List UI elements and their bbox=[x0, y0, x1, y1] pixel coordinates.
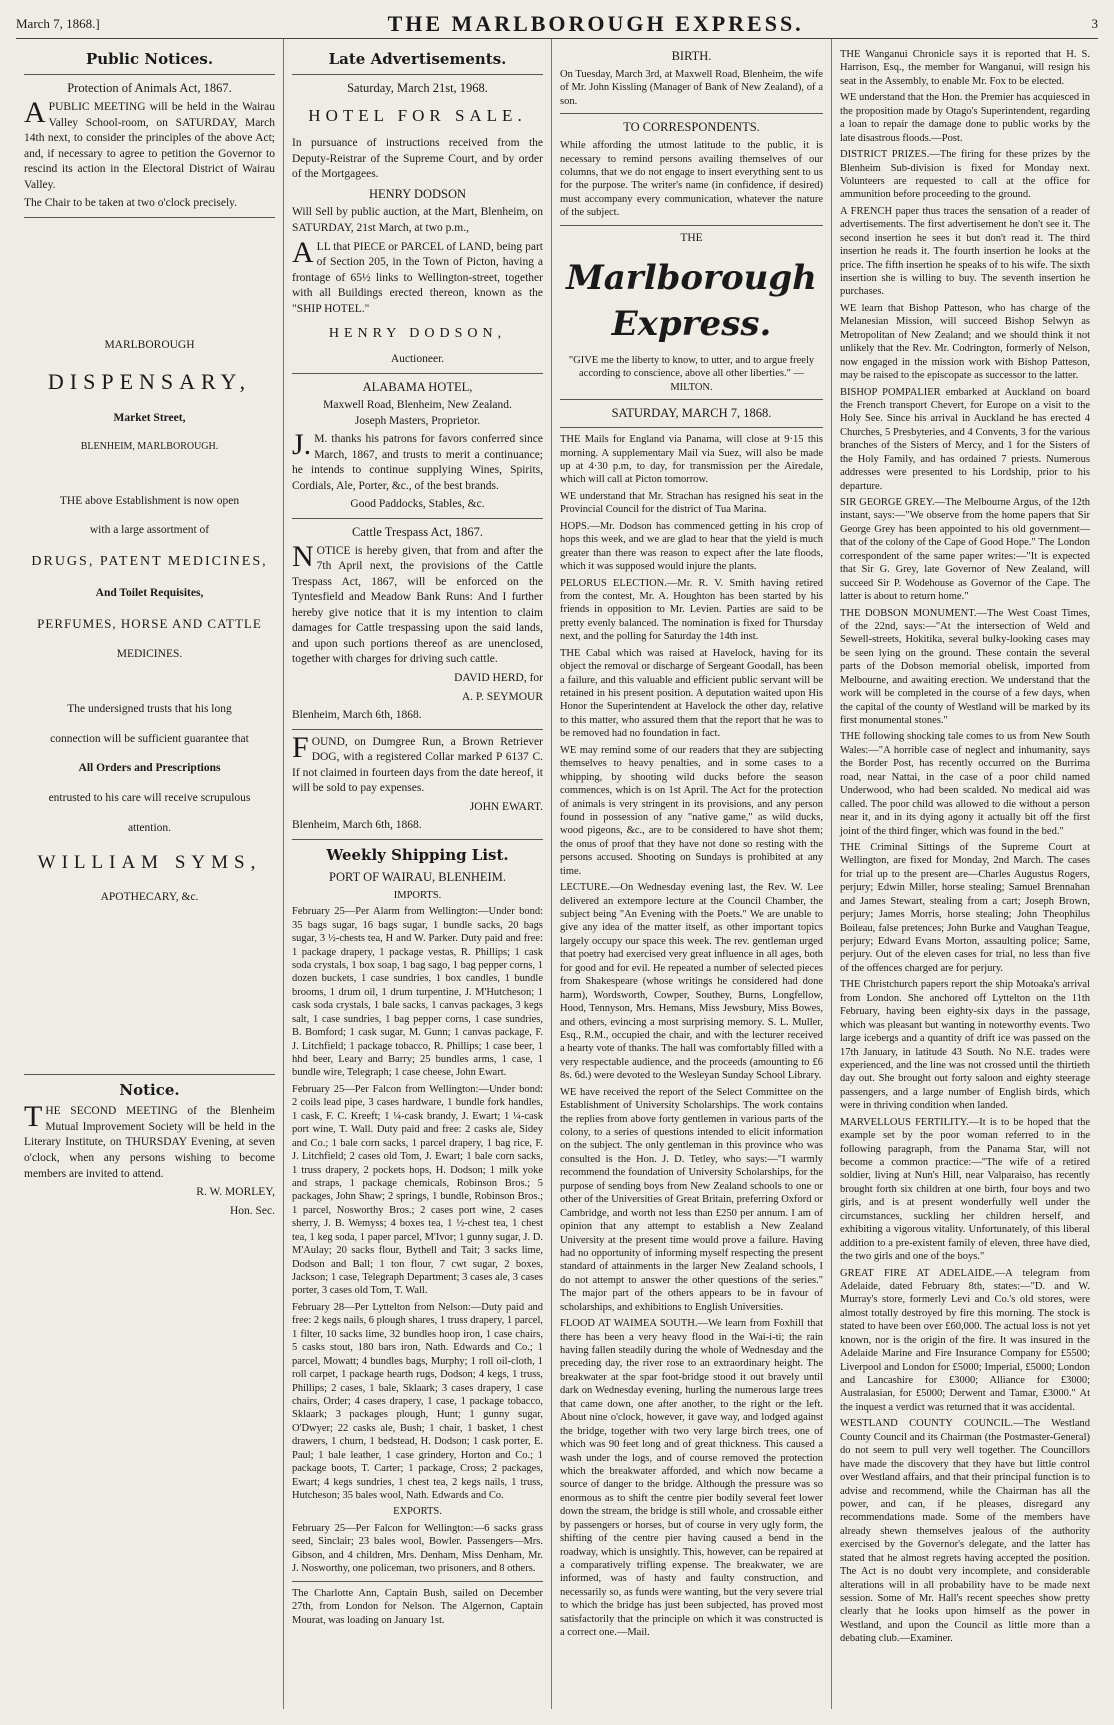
ad-body: FOUND, on Dumgree Run, a Brown Retriever DOG, with a registered Collar marked P 6137 C. If not claimed in fourteen days from the date hereof, it will be sold to pay expenses. bbox=[292, 730, 543, 795]
ad-line: The undersigned trusts that his long bbox=[67, 703, 232, 716]
news-item: WESTLAND COUNTY COUNCIL.—The Westland County Council and its Chairman (the Postmaster-General) do not seem to pull very well together. The Councillors have made the discovery that they have but little control over Westland affairs, and that their principal function is to advise and recommend, while the Chairman has all the power, and can, if he pleases, disregard any recommendations made. Some of the members have already shewn themselves jealous of the authority exercised by the Governor's delegate, and the latter has stated that he almost regrets having accepted the position. The Act is no doubt very incomplete, and considerable alterations will in all probability have to be made next session. Some of Mr. Hall's recent speeches show pretty clearly that he looks upon himself as the power in Westland, and upon the Council as little more than a debating club.—Examiner. bbox=[840, 1418, 1090, 1645]
auctioneer-title: Auctioneer. bbox=[390, 352, 445, 365]
ad-line: with a large assortment of bbox=[89, 524, 210, 537]
shipping-entry: February 25—Per Falcon for Wellington:—6 sacks grass seed, Sinclair; 23 bales wool, Bowler. Passengers—Mrs. Gibson, and 4 children, Mrs. Denham, Miss Denham, Mr. J. Nosworthy, one policeman, two prisoners, and 8 others. bbox=[292, 1522, 543, 1575]
signature: Hon. Sec. bbox=[229, 1204, 275, 1217]
ad-line: entrusted to his care will receive scrupulous bbox=[48, 792, 251, 804]
news-item: WE have received the report of the Select Committee on the Establishment of University Scholarships. The work contains the replies from above forty gentlemen in various parts of the colony, to a series of questions intended to elicit information on the subject. The only gentleman in this province who was consulted is the Hon. J. D. Tetley, who says:—"I warmly recommend the foundation of University Scholarships, for the purpose of sending boys from New Zealand schools to one or other of the Universities of Great Britain, preferring Oxford or Cambridge, and worth not less than £250 per annum. I am of opinion that any attempt to establish a New Zealand University at the present time would prove a failure. Having had no opportunity of informing myself respecting the present standard of attainments in the larger New Zealand schools, I do not attempt to answer the other questions of the series." The major part of the others appears to be in favour of scholarships, and exhibitions to English Universities. bbox=[560, 1086, 823, 1313]
ad-line: attention. bbox=[127, 821, 172, 834]
masthead-logo: Marlborough Express. bbox=[566, 258, 817, 345]
news-item: WE may remind some of our readers that they are subjecting themselves to heavy penalties, and in some cases to a whipping, by shooting wild ducks before the season commences, which is on 1st April. The Act for the protection of animals is very stringent in its provisions, and any person found in possession of any "native game," as wild ducks, wood pigeons, &c., are to be considered to have shot them; the onus of proof that they have not done so resting with the persons accused. Shooting on Sundays is prohibited at any time. bbox=[560, 744, 823, 877]
ad-date: Blenheim, March 6th, 1868. bbox=[292, 709, 422, 722]
news-item: THE Criminal Sittings of the Supreme Court at Wellington, are fixed for Monday, 2nd March. The cases for trial up to the present are—Charles Augustus Rogers, perjury; Edwin Miller, horse stealing; Samuel Brennahan and James Stewart, stealing from a cart; Joseph Brown, perjury; James Morris, horse stealing; John Theophilus Boileau, false pretences; John Burke and Vaughan Teague, perjury; Edward Evans Morton, assaulting police; Same, perjury. Out of the eleven cases for trial, no less than five of the offences charged are for perjury. bbox=[840, 841, 1090, 974]
signature: DAVID HERD, for bbox=[454, 671, 543, 684]
masthead bbox=[16, 10, 1098, 39]
masthead-the: THE bbox=[680, 231, 703, 244]
news-item: WE understand that Mr. Strachan has resigned his seat in the Provincial Council for the district of Tua Marina. bbox=[560, 490, 823, 516]
column-1 bbox=[16, 39, 284, 1709]
signature: JOHN EWART. bbox=[469, 800, 543, 813]
news-item: BISHOP POMPALIER embarked at Auckland on board the French transport Chevert, for Europe on a visit to the Holy See. Since his arrival in Auckland he has erected 4 Churches, 5 Presbyteries, and 4 Convents, 3 for the various branches of the Sisters of Mercy, and 1 for the Sisters of the Holy Family, and has ordained 7 priests. Numerous addresses were presented to his Lordship, prior to his departure. bbox=[840, 386, 1090, 492]
news-item: A FRENCH paper thus traces the sensation of a reader of advertisements. The first advertisement he don't see it. The second insertion he sees it but don't read it. The third insertion he reads it. The fourth insertion he looks at the price. The fifth insertion he speaks of to his wife. The sixth insertion she is willing to buy. The seventh insertion he purchases. bbox=[840, 205, 1090, 298]
ad-date: Saturday, March 21st, 1968. bbox=[347, 81, 488, 96]
correspondents-notice: While affording the utmost latitude to the public, it is necessary to remind persons availing themselves of our columns, that we do not engage to insert everything sent to us for the purpose. The writer's name (in confidence, if desired) must accompany every communication, whatever the nature of the subject. bbox=[560, 140, 823, 219]
news-item: THE Cabal which was raised at Havelock, having for its object the removal or discharge of Sergeant Goodall, has been a failure, and this valuable and efficient public servant will be retained in his present position. A deputation waited upon His Honor the Superintendent at Havelock the other day, relative to this matter, who assured them that the report that he was to be removed had no foundation in fact. bbox=[560, 647, 823, 740]
ad-line: THE above Establishment is now open bbox=[59, 494, 240, 507]
notice-chair: The Chair to be taken at two o'clock precisely. bbox=[24, 197, 238, 210]
issue-date: March 7, 1868.] bbox=[16, 16, 100, 31]
notice-meeting: THE SECOND MEETING of the Blenheim Mutual Improvement Society will be held in the Literary Institute, on THURSDAY Evening, at seven o'clock, when any persons wishing to become members are invited to attend. bbox=[24, 1100, 275, 1180]
news-item: THE DOBSON MONUMENT.—The West Coast Times, of the 22nd, says:—"At the intersection of Weld and Sewell-streets, Hokitika, several bulky-looking cases may be seen lying on the ground. These contain the several parts of the Dobson memorial obelisk, imported from Melbourne, and awaiting erection. We understand that the work will be completed in the course of a few days, when the capital of the county of Westland will be marked by its first monumental stones." bbox=[840, 607, 1090, 726]
signature: R. W. MORLEY, bbox=[196, 1186, 275, 1199]
ad-line: MEDICINES. bbox=[116, 647, 183, 660]
shipping-entry: The Charlotte Ann, Captain Bush, sailed on December 27th, from London for Nelson. The Algernon, Captain Mourat, was loading on January 1st. bbox=[292, 1587, 543, 1626]
notice-body: APUBLIC MEETING will be held in the Wairau Valley School-room, on SATURDAY, March 14th next, to consider the principles of the above Act; and, if necessary to agree to petition the Governor to rescind its action in the Electoral District of Wairau Valley. bbox=[24, 96, 275, 191]
ad-body: Will Sell by public auction, at the Mart, Blenheim, on SATURDAY, 21st March, at two p.m., bbox=[292, 206, 543, 234]
news-item: PELORUS ELECTION.—Mr. R. V. Smith having retired from the contest, Mr. A. Houghton has been started by his friends in opposition to Mr. Levien. Parties are said to be pretty evenly balanced. The nomination is fixed for Thursday next, and the polling for Saturday the 14th inst. bbox=[560, 577, 823, 643]
ad-line: All Orders and Prescriptions bbox=[78, 762, 221, 775]
news-item: SIR GEORGE GREY.—The Melbourne Argus, of the 12th instant, says:—"We observe from the home papers that Sir George Grey has been appointed to his old government—that of the colony of the Cape of Good Hope." The London correspondent of the same paper writes:—"It is expected that Sir G. Grey, late Governor of New Zealand, will succeed Sir P. Wodehouse as Governor of the Cape. The latter is about to return home." bbox=[840, 497, 1090, 603]
news-item: WE learn that Bishop Patteson, who has charge of the Melanesian Mission, will succeed Bishop Selwyn as Metropolitan of New Zealand; and we should think it not unlikely that the Rev. Mr. Codrington, formerly of Nelson, now engaged in the mission work with Bishop Patteson, may be raised to the episcopate as successor to the latter. bbox=[840, 302, 1090, 382]
section-late-ads: Late Advertisements. bbox=[328, 50, 507, 68]
ad-heading: Cattle Trespass Act, 1867. bbox=[352, 524, 483, 539]
ad-line: APOTHECARY, &c. bbox=[100, 890, 199, 903]
ad-line: PERFUMES, HORSE AND CATTLE bbox=[37, 616, 262, 632]
column-3 bbox=[552, 39, 832, 1709]
notice-title: Notice. bbox=[119, 1081, 180, 1100]
signature: A. P. SEYMOUR bbox=[461, 690, 543, 703]
news-item: HOPS.—Mr. Dodson has commenced getting in his crop of hops this week, and we are glad to hear that the yield is much greater than there was reason to expect after the late floods, which it was supposed would injure the plants. bbox=[560, 520, 823, 573]
column-4 bbox=[832, 39, 1098, 1709]
correspondents-heading: TO CORRESPONDENTS. bbox=[623, 120, 760, 135]
dispensary-ad bbox=[24, 338, 275, 905]
news-item: MARVELLOUS FERTILITY.—It is to be hoped that the example set by the poor woman referred to in the following paragraph, from the Panama Star, will not become a common practice:—"The wife of a retired soldier, living at Nun's Hill, near Valparaiso, has recently brought forth six children at one birth, four boys and two girls, and is at present wonderfully well under the circumstances, suckling her children herself, and exhibiting a vigorous vitality. Unfortunately, of this liberal addition to a pre-existent family of eleven, three have died, the two girls and one of the boys." bbox=[840, 1116, 1090, 1263]
imports-heading: IMPORTS. bbox=[393, 889, 442, 901]
ad-body: J.M. thanks his patrons for favors conferred since March, 1867, and trusts to merit a continuance; he intends to continue supplying Wines, Spirits, Cordials, Ale, Porter, &c., of the best brands. bbox=[292, 428, 543, 492]
ad-line: And Toilet Requisites, bbox=[95, 586, 204, 599]
hotel-proprietor: Joseph Masters, Proprietor. bbox=[354, 414, 481, 427]
news-item: FLOOD AT WAIMEA SOUTH.—We learn from Foxhill that there has been a very heavy flood in the Wai-i-ti; the rain having fallen steadily during the whole of Wednesday and the preceding day, the river rose to an extraordinary height. The breakwater at the spar foot-bridge stood it out bravely until dark on Wednesday evening, hurling the numerous large trees that came down, one after another, to the right or the left. About nine o'clock, however, it gave way, and lodged against the bridge, together with two very large birch trees, one of which was 90 feet long and of great thickness. This caused a wash under the logs, and of course removed the protection which the breakwater afforded, and which now became a source of danger to the bridge. Although the pressure was so enormous as to shift the centre pier bodily several feet lower down the stream, the bridge is still whole, and crossable either by passengers or horses, but of course in very ugly form, the shifting of the centre pier having caused a bend in the roadway, which is unsightly. This, however, can be repaired at a comparatively trifling expense. The breakwater, we are informed, was of hasty and faulty construction, and necessarily so, as funds were wanting, but the very severe trial to which the bridge has just been subjected, has proved most satisfactorily that the principle on which it was constructed is a correct one.—Mail. bbox=[560, 1318, 823, 1639]
ad-body: ALL that PIECE or PARCEL of LAND, being part of Section 205, in the Town of Picton, having a frontage of 65½ links to Wellington-street, together with all Buildings erected thereon, known as the "SHIP HOTEL." bbox=[292, 235, 543, 315]
news-item: GREAT FIRE AT ADELAIDE.—A telegram from Adelaide, dated February 8th, states:—"D. and W. Murray's store, formerly Levi and Co.'s old stores, were almost totally destroyed by fire this morning. The stock is stated to have been over £60,000. The actual loss is not yet known, nor is the origin of the fire. It was insured in the Adelaide Marine and Fire Insurance Company for £5500; Liverpool and London for £5000; Imperial, £5000; London and Lancashire for £3000; Alliance for £3000; Australasian, for £5000; Derwent and Tamar, £3000." At the inquest a verdict was returned that it was accidental. bbox=[840, 1267, 1090, 1413]
ad-line: DRUGS, PATENT MEDICINES, bbox=[31, 553, 268, 569]
news-item: THE Christchurch papers report the ship Motoaka's arrival from London. She anchored off Lyttelton on the 11th February, having been eighty-six days in the passage, which was pleasant but wanting in noteworthy events. Two large icebergs and a quantity of drift ice was passed on the 17th January, in latitude 43 South. No N.E. trades were experienced, and the line was not crossed until the thirtieth day out. She brought out forty saloon and eighty steerage passengers, and a large number of English birds, which were in thriving condition when landed. bbox=[840, 979, 1090, 1112]
birth-heading: BIRTH. bbox=[671, 49, 712, 63]
page-number: 3 bbox=[1091, 16, 1098, 31]
hotel-name: ALABAMA HOTEL, bbox=[362, 379, 473, 394]
section-public-notices: Public Notices. bbox=[85, 50, 214, 68]
news-item: DISTRICT PRIZES.—The firing for these prizes by the Blenheim Sub-division is fixed for Monday next. Volunteers are requested to call at the office for ammunition before proceeding to the ground. bbox=[840, 149, 1090, 201]
shipping-entry: February 25—Per Alarm from Wellington:—Under bond: 35 bags sugar, 16 bags sugar, 1 bundle sacks, 20 bags sugar, 3 ½-chests tea, H and W. Parker. Duty paid and free: 1 package drapery, 1 package vestas, R. Phillips; 1 cask soda crystals, 1 box soap, 1 bag sago, 1 bag pepper corns, 1 dozen buckets, 1 case sundries, 1 box candles, 1 bundle brooms, 1 drum oil, 1 drum turpentine, J. M'Hutcheson; 1 cask soda crystals, 1 bale sacks, 1 canvas packages, 3 kegs salt, 1 case sundries, 1 bag pepper corns, 1 case sundries, B. Bomford; 1 cask sugar, M. Gunn; 1 canvas package, F. J. Litchfield; 1 package tobacco, R. Phillips; 1 case beer, 1 hhd beer, Leary and Barry; 25 bundles arms, 1 case, 1 bundle wire, Telegraph; 1 case cheese, John Ewart. bbox=[292, 906, 543, 1079]
news-item: WE understand that the Hon. the Premier has acquiesced in the proposition made by Otago's Superintendent, regarding a loan to repair the damage done to public works by the late disastrous floods.—Post. bbox=[840, 92, 1090, 144]
birth-notice: On Tuesday, March 3rd, at Maxwell Road, Blenheim, the wife of Mr. John Kissling (Manager of Bank of New Zealand), of a son. bbox=[560, 68, 823, 107]
ad-date: Blenheim, March 6th, 1868. bbox=[292, 819, 422, 832]
ad-line: MARLBOROUGH bbox=[104, 338, 195, 351]
ad-signature: WILLIAM SYMS, bbox=[37, 852, 262, 874]
shipping-entry: February 28—Per Lyttelton from Nelson:—Duty paid and free: 2 kegs nails, 6 plough shares, 1 truss drapery, 1 parcel, 1 filter, 10 sacks lime, 32 bundles hoop iron, 1 case chairs, 5 casks stout, 180 bars iron, Nath. Edwards and Co.; 1 parcel, Mowatt; 4 bundles bags, Murphy; 1 roll oil-cloth, 1 roll carpet, 1 package hearth rugs, Dodson; 4 kegs, 1 truss, Phillips; 2 cases, 1 bale, Sklaark; 3 cases drapery, 1 case chairs, Order; 4 cases drapery, 1 case, 1 package tobacco, Sklaark; 3 packages plough, Hunt; 1 gunny sugar, O'Dwyer; 22 casks ale, Bush; 1 chair, 1 basket, 1 chest drawers, 1 churn, 1 bedstead, H. Dodson; 1 cask porter, E. Paul; 1 bale leather, 1 case grindery, Horton and Co.; 1 package boots, T. Carter; 1 package, Cross; 2 packages, Ewart; 4 kegs sundries, 1 chest tea, 2 kegs nails, 1 truss, Hutcheson; 35 bales wool, Nath. Edwards and Co. bbox=[292, 1301, 543, 1501]
auctioneer-name: HENRY DODSON bbox=[368, 186, 467, 201]
ad-line: Market Street, bbox=[113, 411, 186, 424]
ad-line: Good Paddocks, Stables, &c. bbox=[350, 498, 485, 511]
shipping-entry: February 25—Per Falcon from Wellington:—Under bond: 2 coils lead pipe, 3 cases hardware, 1 bundle fork handles, 1 cask, F. C. Kreeft; 1 ¼-cask brandy, J. Ewart; 1 ¼-cask port wine, T. Wall. Duty paid and free: 2 casks ale, Sidey and Co.; 1 bale corn sacks, 1 parcel drapery, 1 bag rice, F. J. Litchfield; 2 cases old Tom, J. Ewart; 1 bale corn sacks, 1 truss drapery, 2 pockets hops, H. Dodson; 1 milk yoke and straps, 1 package chemicals, Robinson Bros.; 5 packages, John Shaw; 2 springs, 1 bundle, Robinson Bros.; 1 parcel, Nosworthy Bros.; 2 cases port wine, 2 cases sherry, J. B. Wemyss; 4 boxes tea, 1 ½-chest tea, 1 chest tea, 1 keg soda, 1 paper parcel, M'Ivor; 1 gunny sugar, J. D. M'Aulay; 20 sacks flour, Bythell and Tait; 3 sacks lime, Dodson and Ball; 1 ton flour, 7 cwt sugar, 2 boxes, Jackson; 1 case, Telegraph Department; 3 cases ale, 3 cases porter, 3 cases old Tom, T. Wall. bbox=[292, 1083, 543, 1297]
column-2 bbox=[284, 39, 552, 1709]
news-item: THE Mails for England via Panama, will close at 9·15 this morning. A supplementary Mail via Suez, will also be made up at 4·30 p.m, to day, for transmission per the Airedale, which will call at Picton tomorrow. bbox=[560, 434, 823, 486]
edition-date: SATURDAY, MARCH 7, 1868. bbox=[611, 406, 772, 421]
ad-heading: HOTEL FOR SALE. bbox=[308, 106, 527, 126]
news-item: LECTURE.—On Wednesday evening last, the Rev. W. Lee delivered an extempore lecture at the Council Chamber, the subject being "An Evening with the Poets." We are unable to give any idea of the matter itself, as other important topics largely occupy our space this week. The rev. gentleman urged that poetry had exercised very great influence in all ages, both for good and for evil. He repeated a number of selected pieces from Shakespeare (whose writings he considered had done harm), Wordsworth, Cowper, Southey, Burns, Longfellow, Hood, Tennyson, Mrs. Hemans, Miss Jewsbury, Miss Bowes, and others, evincing a most surprising memory. S. L. Muller, Esq., R.M., occupied the chair, and with the lecturer received a hearty vote of thanks. The hall was comfortably filled with a very respectable audience, and the proceeds (amounting to £6 8s. 6d.) were devoted to the Wesleyan Sunday School Library. bbox=[560, 882, 823, 1082]
paper-title: THE MARLBOROUGH EXPRESS. bbox=[387, 11, 804, 36]
hotel-address: Maxwell Road, Blenheim, New Zealand. bbox=[323, 399, 512, 412]
notice-heading: Protection of Animals Act, 1867. bbox=[67, 81, 232, 96]
exports-heading: EXPORTS. bbox=[393, 1506, 442, 1518]
ad-body: In pursuance of instructions received from the Deputy-Reistrar of the Supreme Court, and by order of the Mortgagees. bbox=[292, 137, 543, 181]
news-item: THE Wanganui Chronicle says it is reported that H. S. Harrison, Esq., the member for Wanganui, will resign his seat in the Assembly, to enable Mr. Fox to be elected. bbox=[840, 49, 1090, 87]
section-shipping: Weekly Shipping List. bbox=[326, 845, 509, 864]
ad-body: NOTICE is hereby given, that from and after the 7th April next, the provisions of the Cattle Trespass Act, 1867, will be enforced on the Tyntesfield and Meadow Bank Runs: And I further hereby give notice that it is my intention to claim damages for Cattle trespassing upon the said lands, and upon such portions thereof as are unenclosed, together with charges for driving such cattle. bbox=[292, 539, 543, 666]
port-heading: PORT OF WAIRAU, BLENHEIM. bbox=[329, 869, 506, 884]
auctioneer-name: HENRY DODSON, bbox=[328, 326, 507, 342]
news-item: THE following shocking tale comes to us from New South Wales:—"A horrible case of neglect and inhumanity, says the Border Post, has recently occurred on the Burrima road, near Nattai, in the case of a poor child named Underwood, who had been scalded. No medical aid was called. The poor child was allowed to die without a person near it, and in its dying agony it actually bit off the first joint of the third finger, which was found in the bed." bbox=[840, 731, 1090, 837]
ad-line: BLENHEIM, MARLBOROUGH. bbox=[80, 441, 219, 453]
ad-line: connection will be sufficient guarantee that bbox=[50, 732, 249, 745]
ad-heading: DISPENSARY, bbox=[47, 369, 252, 395]
motto: "GIVE me the liberty to know, to utter, and to argue freely according to conscience, above all other liberties." —MILTON. bbox=[568, 354, 815, 393]
